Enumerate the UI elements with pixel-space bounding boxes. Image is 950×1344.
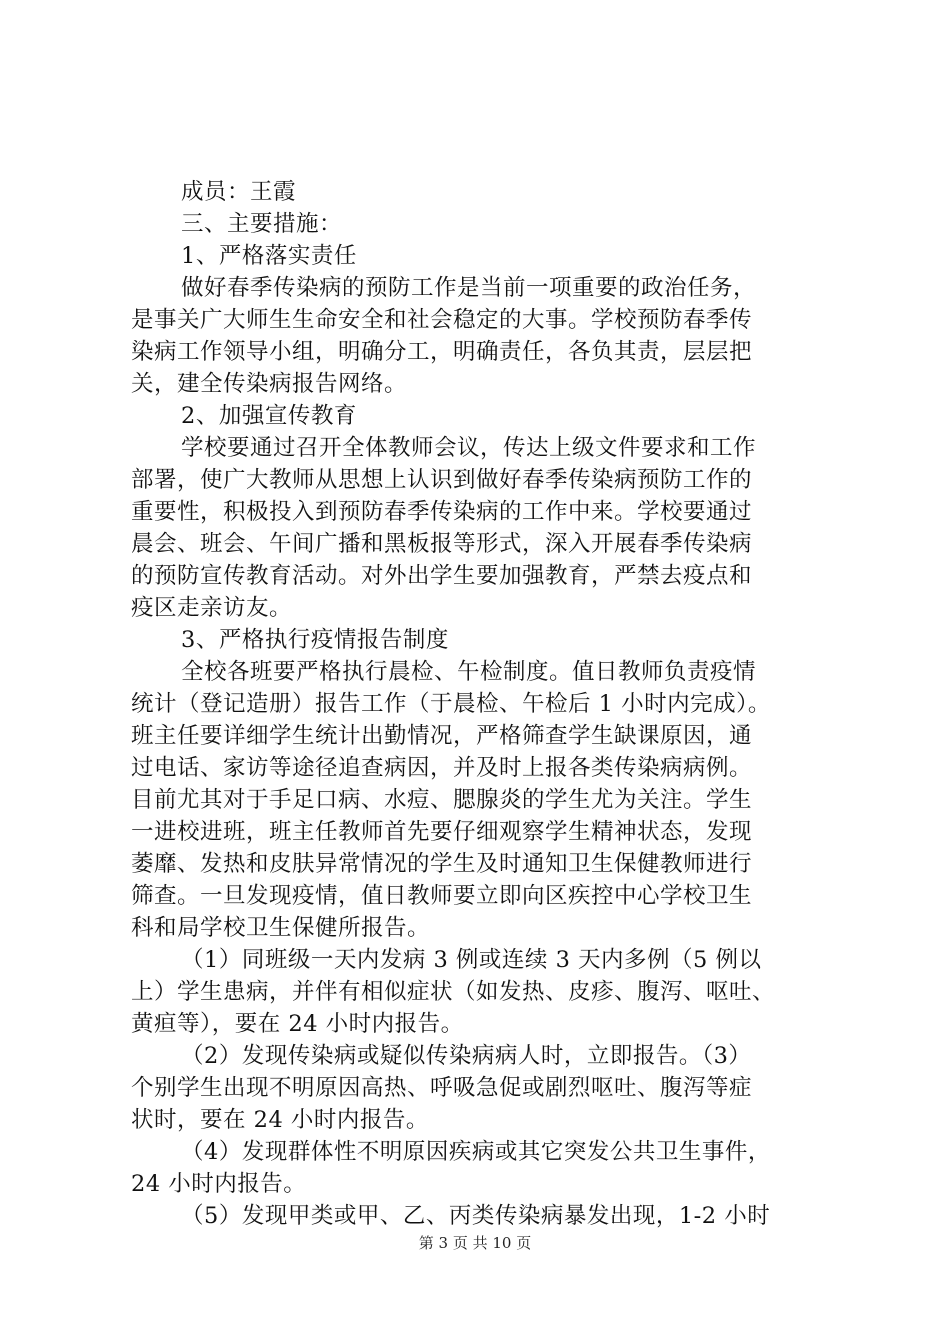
paragraph-line: 的预防宣传教育活动。对外出学生要加强教育，严禁去疫点和 <box>131 563 753 589</box>
subsection-heading: 1、严格落实责任 <box>181 243 357 269</box>
paragraph-line: 萎靡、发热和皮肤异常情况的学生及时通知卫生保健教师进行 <box>131 851 753 877</box>
section-heading: 三、主要措施： <box>181 211 343 237</box>
paragraph-line: 疫区走亲访友。 <box>131 595 293 621</box>
paragraph-line: 晨会、班会、午间广播和黑板报等形式，深入开展春季传染病 <box>131 531 753 557</box>
list-item-line: （2）发现传染病或疑似传染病病人时，立即报告。（3） <box>181 1043 752 1069</box>
member-line: 成员：王霞 <box>181 179 297 205</box>
paragraph-line: 一进校进班，班主任教师首先要仔细观察学生精神状态，发现 <box>131 819 753 845</box>
list-item-line: 黄疸等），要在 24 小时内报告。 <box>131 1011 464 1037</box>
list-item-line: 个别学生出现不明原因高热、呼吸急促或剧烈呕吐、腹泻等症 <box>131 1075 753 1101</box>
list-item-line: 24 小时内报告。 <box>131 1171 307 1197</box>
paragraph-line: 做好春季传染病的预防工作是当前一项重要的政治任务， <box>181 275 757 301</box>
paragraph-line: 统计（登记造册）报告工作（于晨检、午检后 1 小时内完成）。 <box>131 691 771 717</box>
list-item-line: 上）学生患病，并伴有相似症状（如发热、皮疹、腹泻、呕吐、 <box>131 979 776 1005</box>
paragraph-line: 关，建全传染病报告网络。 <box>131 371 408 397</box>
paragraph-line: 筛查。一旦发现疫情，值日教师要立即向区疾控中心学校卫生 <box>131 883 753 909</box>
list-item-line: （1）同班级一天内发病 3 例或连续 3 天内多例（5 例以 <box>181 947 762 973</box>
paragraph-line: 学校要通过召开全体教师会议，传达上级文件要求和工作 <box>181 435 757 461</box>
paragraph-line: 染病工作领导小组，明确分工，明确责任，各负其责，层层把 <box>131 339 753 365</box>
paragraph-line: 科和局学校卫生保健所报告。 <box>131 915 431 941</box>
paragraph-line: 班主任要详细学生统计出勤情况，严格筛查学生缺课原因，通 <box>131 723 753 749</box>
paragraph-line: 过电话、家访等途径追查病因，并及时上报各类传染病病例。 <box>131 755 753 781</box>
list-item-line: （5）发现甲类或甲、乙、丙类传染病暴发出现，1-2 小时 <box>181 1203 771 1229</box>
paragraph-line: 全校各班要严格执行晨检、午检制度。值日教师负责疫情 <box>181 659 757 685</box>
subsection-heading: 3、严格执行疫情报告制度 <box>181 627 449 653</box>
list-item-line: （4）发现群体性不明原因疾病或其它突发公共卫生事件， <box>181 1139 771 1165</box>
paragraph-line: 重要性，积极投入到预防春季传染病的工作中来。学校要通过 <box>131 499 753 525</box>
list-item-line: 状时，要在 24 小时内报告。 <box>131 1107 429 1133</box>
page-number-footer: 第 3 页 共 10 页 <box>418 1234 532 1252</box>
paragraph-line: 目前尤其对于手足口病、水痘、腮腺炎的学生尤为关注。学生 <box>131 787 753 813</box>
paragraph-line: 部署，使广大教师从思想上认识到做好春季传染病预防工作的 <box>131 467 753 493</box>
paragraph-line: 是事关广大师生生命安全和社会稳定的大事。学校预防春季传 <box>131 307 753 333</box>
subsection-heading: 2、加强宣传教育 <box>181 403 357 429</box>
